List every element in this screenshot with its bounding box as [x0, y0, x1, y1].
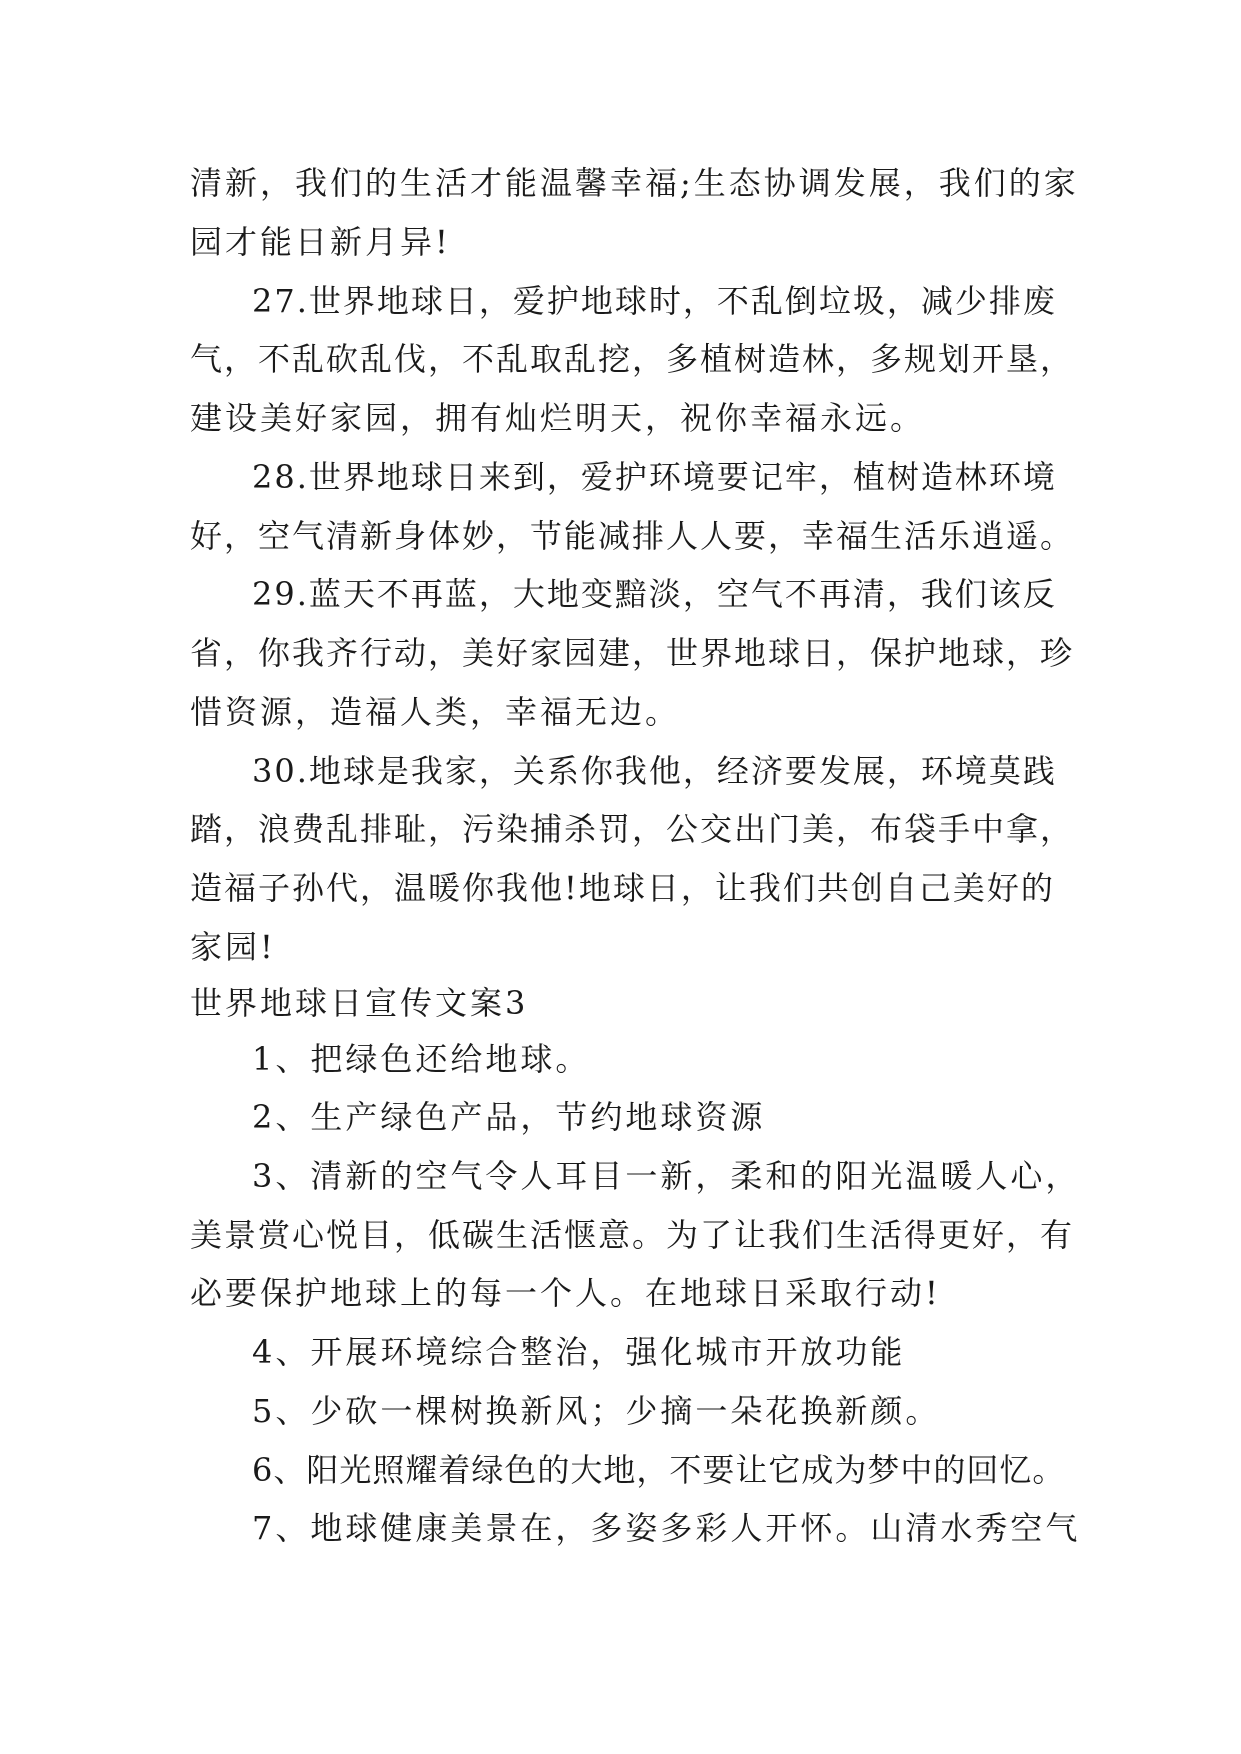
text-line: 气，不乱砍乱伐，不乱取乱挖，多植树造林，多规划开垦， — [190, 340, 1075, 378]
text-line: 30.地球是我家，关系你我他，经济要发展，环境莫践 — [252, 752, 1057, 790]
text-line: 1、把绿色还给地球。 — [252, 1040, 591, 1078]
text-line: 必要保护地球上的每一个人。在地球日采取行动! — [190, 1274, 941, 1312]
text-line: 惜资源，造福人类，幸福无边。 — [190, 693, 681, 731]
text-line: 6、阳光照耀着绿色的大地，不要让它成为梦中的回忆。 — [252, 1451, 1066, 1489]
text-line: 好，空气清新身体妙，节能减排人人要，幸福生活乐逍遥。 — [190, 517, 1075, 555]
text-line: 家园! — [190, 928, 276, 966]
section-heading: 世界地球日宣传文案3 — [190, 984, 529, 1022]
text-line: 踏，浪费乱排耻，污染捕杀罚，公交出门美，布袋手中拿， — [190, 810, 1075, 848]
text-line: 省，你我齐行动，美好家园建，世界地球日，保护地球，珍 — [190, 634, 1075, 672]
text-line: 7、地球健康美景在，多姿多彩人开怀。山清水秀空气 — [252, 1509, 1081, 1547]
text-line: 清新，我们的生活才能温馨幸福;生态协调发展，我们的家 — [190, 164, 1079, 202]
text-line: 27.世界地球日，爱护地球时，不乱倒垃圾，减少排废 — [252, 282, 1057, 320]
text-line: 造福子孙代，温暖你我他!地球日，让我们共创自己美好的 — [190, 869, 1055, 907]
text-line: 3、清新的空气令人耳目一新，柔和的阳光温暖人心， — [252, 1157, 1081, 1195]
text-line: 29.蓝天不再蓝，大地变黯淡，空气不再清，我们该反 — [252, 575, 1057, 613]
text-line: 4、开展环境综合整治，强化城市开放功能 — [252, 1333, 906, 1371]
text-line: 2、生产绿色产品，节约地球资源 — [252, 1098, 766, 1136]
text-line: 5、少砍一棵树换新风；少摘一朵花换新颜。 — [252, 1392, 941, 1430]
text-line: 建设美好家园，拥有灿烂明天，祝你幸福永远。 — [190, 399, 926, 437]
text-line: 园才能日新月异! — [190, 223, 451, 261]
text-line: 28.世界地球日来到，爱护环境要记牢，植树造林环境 — [252, 458, 1057, 496]
text-line: 美景赏心悦目，低碳生活惬意。为了让我们生活得更好，有 — [190, 1216, 1075, 1254]
